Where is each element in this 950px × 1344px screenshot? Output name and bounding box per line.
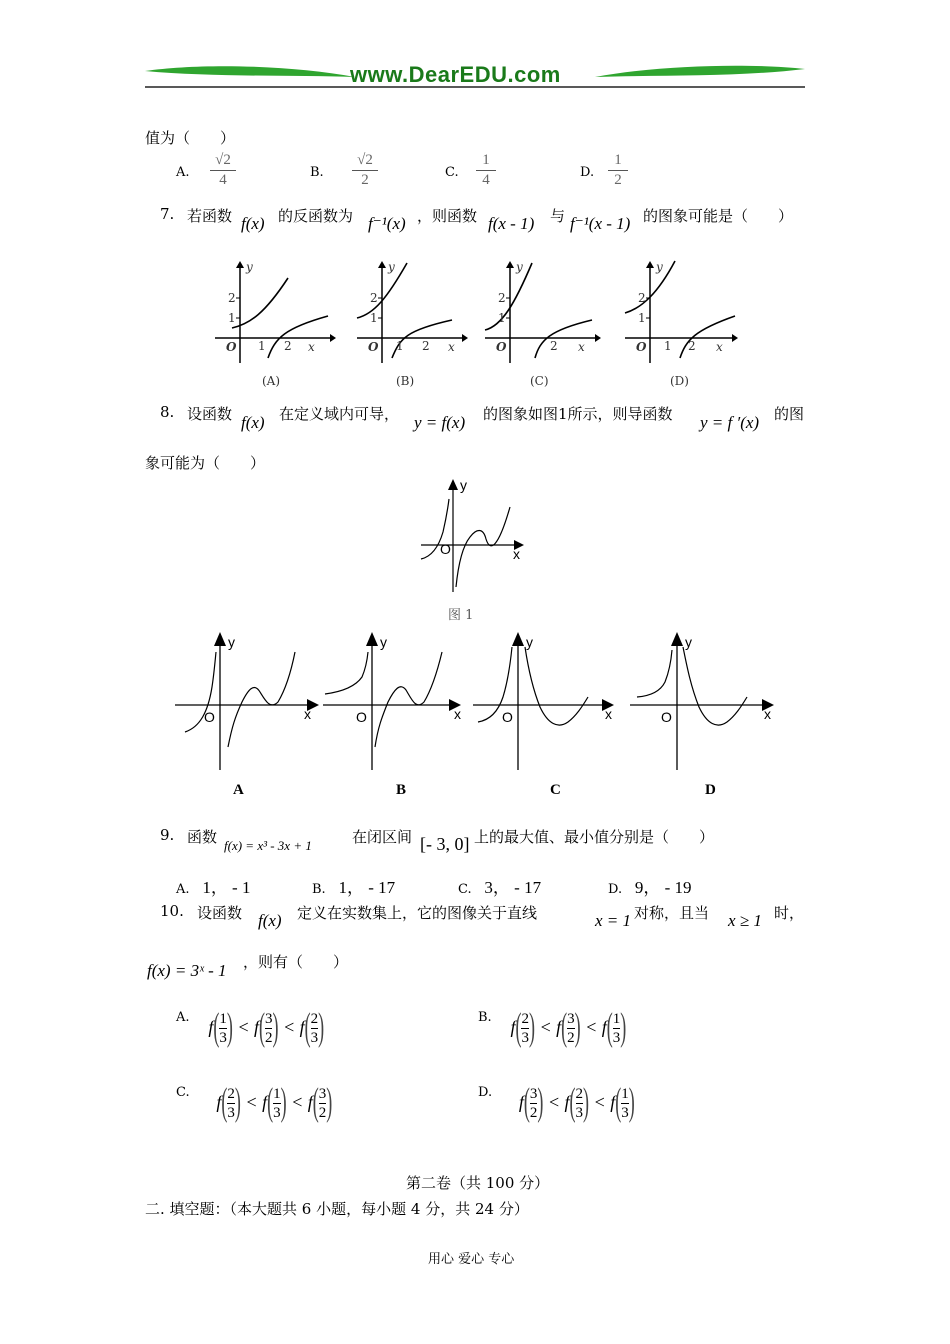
q8-figure-1: y O x 图 1 <box>418 477 533 627</box>
part2-section-heading: 二. 填空题：（本大题共 6 小题，每小题 4 分，共 24 分） <box>145 1200 529 1218</box>
footer-text: 用心 爱心 专心 <box>428 1252 515 1267</box>
q6-option-a-label: A. <box>176 165 190 180</box>
q6-option-d-label: D. <box>580 165 595 180</box>
q7-graph-c: y 2 1 O 2 x (C) <box>480 258 605 368</box>
q10-text-5: ，则有（ ） <box>243 953 349 971</box>
q6-option-a-frac: √2 4 <box>210 152 236 189</box>
q7-formula-finv: f⁻¹(x) <box>368 214 406 233</box>
q9-text-2: 在闭区间 <box>352 828 413 846</box>
header-site-logo[interactable]: www.DearEDU.com <box>350 62 561 87</box>
q8-option-d-graph: y O x D <box>625 632 775 802</box>
q6-option-b-label: B. <box>310 165 324 180</box>
q8-option-b-label: B <box>396 782 407 798</box>
q9-option-d: D. 9， - 19 <box>608 878 692 897</box>
q8-option-b-graph: y O x B <box>320 632 470 802</box>
q9-interval: [- 3, 0] <box>420 834 470 854</box>
q10-text-2: 定义在实数集上，它的图像关于直线 <box>297 904 538 922</box>
q7-text-3: ，则函数 <box>417 207 478 225</box>
q7-caption-d: (D) <box>670 374 689 388</box>
q7-caption-a: (A) <box>262 374 281 388</box>
q8-option-c-graph: y O x C <box>470 632 620 802</box>
q6-option-b-frac: √2 2 <box>352 152 378 189</box>
q10-option-c: C. $f(\frac{2}{3}$ ) < $f(\frac{1}{3}$ ) < $f(\frac{3}{2}$ ) <box>176 1079 333 1124</box>
q6-option-d-frac: 1 2 <box>608 152 628 189</box>
q7-text-4: 与 <box>550 207 566 225</box>
q7-text-2: 的反函数为 <box>278 207 354 225</box>
q7-caption-b: (B) <box>396 374 415 388</box>
q8-option-d-label: D <box>705 782 716 798</box>
q9-text-3: 上的最大值、最小值分别是（ ） <box>474 828 715 846</box>
q7-number: 7. <box>160 205 175 223</box>
q10-text-1: 设函数 <box>197 904 243 922</box>
q7-formula-f: f(x) <box>241 214 265 233</box>
q8-formula-f: f(x) <box>241 413 265 432</box>
q6-option-c-label: C. <box>445 165 459 180</box>
q10-text-3: 对称，且当 <box>634 904 710 922</box>
q10-option-b: B. $f(\frac{2}{3}$ ) < $f(\frac{3}{2}$ ) < $f(\frac{1}{3}$ ) <box>478 1004 627 1049</box>
q7-caption-c: (C) <box>530 374 549 388</box>
part2-title: 第二卷（共 100 分） <box>406 1174 550 1192</box>
q9-number: 9. <box>160 826 175 844</box>
q9-text-1: 函数 <box>187 828 218 846</box>
q10-formula-line: x = 1 <box>595 911 632 930</box>
q10-option-d: D. $f(\frac{3}{2}$ ) < $f(\frac{2}{3}$ ) < $f(\frac{1}{3}$ ) <box>478 1079 635 1124</box>
q8-option-a-label: A <box>233 782 244 798</box>
q6-stem-tail: 值为（ ） <box>145 129 236 147</box>
q8-text-line2: 象可能为（ ） <box>145 454 266 472</box>
q7-formula-finv-shift: f⁻¹(x - 1) <box>570 214 631 233</box>
q8-option-a-graph: y O x A <box>170 632 320 802</box>
q7-text-5: 的图象可能是（ ） <box>643 207 794 225</box>
q8-number: 8. <box>160 403 175 421</box>
q8-formula-yprime: y = f ′(x) <box>700 413 760 432</box>
q9-option-c: C. 3， - 17 <box>458 878 542 897</box>
q8-text-4: 的图 <box>774 405 805 423</box>
q10-option-a: A. $f(\frac{1}{3}$ ) < $f(\frac{3}{2}$ ) < $f(\frac{2}{3}$ ) <box>176 1004 325 1049</box>
q10-formula-cond: x ≥ 1 <box>728 911 762 930</box>
q8-text-2: 在定义域内可导， <box>279 405 400 423</box>
q8-text-3: 的图象如图1所示，则导函数 <box>483 405 673 423</box>
q10-number: 10. <box>160 902 184 920</box>
q8-formula-y: y = f(x) <box>414 413 466 432</box>
q10-formula-def: f(x) = 3ˣ - 1 <box>147 961 227 980</box>
q7-text-1: 若函数 <box>187 207 233 225</box>
q7-formula-f-shift: f(x - 1) <box>488 214 535 233</box>
q10-text-4: 时， <box>774 904 805 922</box>
q9-option-b: B. 1， - 17 <box>312 878 396 897</box>
q7-graph-d: y 2 1 O 1 2 x (D) <box>620 258 745 368</box>
q7-graph-b: y 2 1 O 1 2 x (B) <box>352 258 477 368</box>
q9-option-a: A. 1， - 1 <box>176 878 251 897</box>
q10-formula-f: f(x) <box>258 911 282 930</box>
q8-option-c-label: C <box>550 782 561 798</box>
q6-option-c-frac: 1 4 <box>476 152 496 189</box>
q9-formula: f(x) = x³ - 3x + 1 <box>224 838 312 853</box>
q8-text-1: 设函数 <box>187 405 233 423</box>
q7-graph-a: y 2 1 O 1 2 x (A) <box>210 258 335 368</box>
q8-figure-caption: 图 1 <box>448 608 474 623</box>
